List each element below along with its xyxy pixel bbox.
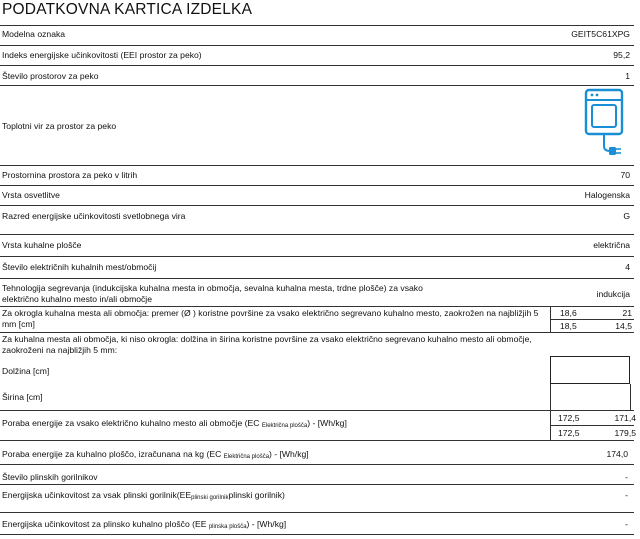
consumption-value-1a: 172,5 [558,413,580,423]
gas-eff-hob-value: - [625,519,628,529]
heat-source-label: Toplotni vir za prostor za peko [2,121,117,131]
zones-count-label: Število električnih kuhalnih mest/območij [2,262,157,272]
circular-value-1b: 21 [622,308,632,318]
row-divider [0,332,634,333]
row-divider [0,165,634,166]
length-value-box [550,356,630,384]
row-divider [0,440,634,441]
row-divider [0,306,634,307]
cell-divider [550,425,634,426]
gas-eff-each-label: Energijska učinkovitost za vsak plinski $gorilnik(EE_{plinski gorilnik}plinski$ gorilnik) [2,490,285,501]
row-divider [0,185,634,186]
row-divider [0,534,634,535]
row-divider [0,205,634,206]
model-value: GEIT5C61XPG [571,29,630,39]
cell-divider [550,384,551,410]
cell-divider [550,319,634,320]
gas-burners-label: Število plinskih gorilnikov [2,472,98,482]
consumption-value-2a: 172,5 [558,428,580,438]
length-label: Dolžina [cm] [2,366,50,376]
heating-tech-label: Tehnologija segrevanja (indukcijska kuhalna mesta in območja, sevalna kuhalna mesta, trdne plošče) za vsako električno kuhalno mesto in/ali območje [2,283,423,304]
row-divider [0,85,634,86]
hob-type-value: električna [593,240,630,250]
consumption-hob-value: 174,0 [606,449,628,459]
row-divider [0,464,634,465]
light-class-label: Razred energijske učinkovitosti svetlobnega vira [2,211,186,221]
eei-label: Indeks energijske učinkovitosti (EEI prostor za peko) [2,50,202,60]
eei-value: 95,2 [613,50,630,60]
row-divider [0,65,634,66]
cavities-value: 1 [625,71,630,81]
circular-value-1a: 18,6 [560,308,577,318]
width-label: Širina [cm] [2,392,43,402]
hob-type-label: Vrsta kuhalne plošče [2,240,82,250]
circular-zones-label: Za okrogla kuhalna mesta ali območja: premer (Ø ) koristne površine za vsako električno segrevano kuhalno mesto, zaokrožen na najbližjih 5 mm [cm] [2,308,539,329]
row-divider [0,234,634,235]
gas-eff-each-value: - [625,490,628,500]
row-divider [0,25,634,26]
circular-value-2b: 14,5 [615,321,632,331]
cell-divider [630,384,631,410]
consumption-hob-label: Poraba energije za kuhalno ploščo, izračunana na kg (EC $_{Električna plošča}$) - [Wh/kg] [2,449,309,460]
consumption-value-1b: 171,4 [614,413,636,423]
volume-value: 70 [620,170,630,180]
gas-eff-hob-label: Energijska učinkovitost za plinsko kuhalno ploščo (EE $_{plinska plošča}$) - [Wh/kg] [2,519,287,530]
light-type-value: Halogenska [584,190,630,200]
light-type-label: Vrsta osvetlitve [2,190,60,200]
gas-burners-value: - [625,472,628,482]
consumption-value-2b: 179,5 [614,428,636,438]
row-divider [0,410,634,411]
consumption-zone-label: Poraba energije za vsako električno kuhalno mesto ali območje (EC $_{Električna plošča}$) - [Wh/kg] [2,418,347,429]
model-label: Modelna oznaka [2,29,66,39]
row-divider [0,278,634,279]
row-divider [0,45,634,46]
circular-value-2a: 18,5 [560,321,577,331]
light-class-value: G [623,211,630,221]
page-title: PODATKOVNA KARTICA IZDELKA [2,1,253,18]
row-divider [0,512,634,513]
row-divider [0,484,634,485]
electric-oven-icon [582,88,626,160]
cavities-label: Število prostorov za peko [2,71,99,81]
noncircular-zones-label: Za kuhalna mesta ali območja, ki niso okrogla: dolžina in širina koristne površine za vsako električno segrevano kuhalno mesto ali območje, zaokroženi na najbližjih 5 mm: [2,334,532,355]
row-divider [0,256,634,257]
volume-label: Prostornina prostora za peko v litrih [2,170,138,180]
heating-tech-value: indukcija [596,289,630,299]
zones-count-value: 4 [625,262,630,272]
